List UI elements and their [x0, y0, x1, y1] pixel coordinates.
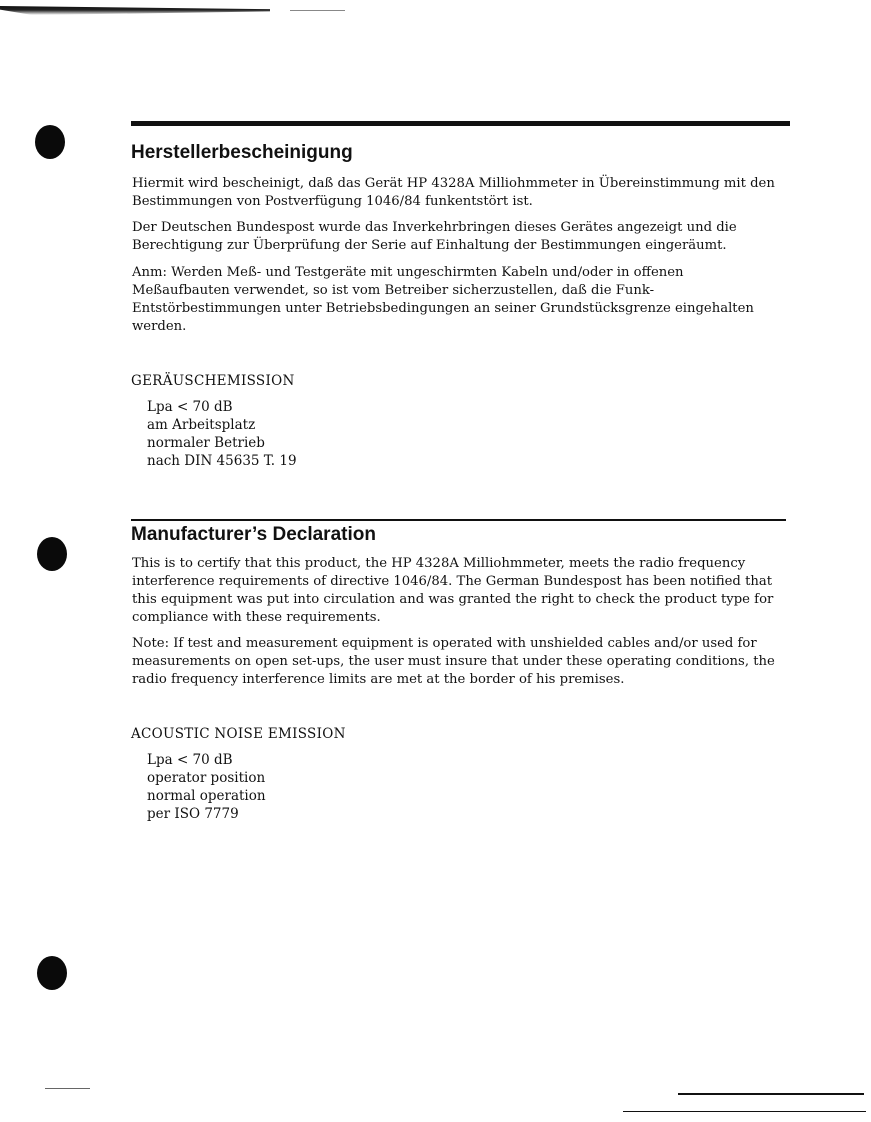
english-noise-line: normal operation	[147, 788, 266, 804]
german-noise-heading: GERÄUSCHEMISSION	[131, 373, 295, 389]
english-paragraph-2: Note: If test and measurement equipment is operated with unshielded cables and/or used for measurements on open set-ups, the user must insure that under these operating conditions, the radio frequency interference limits are met at the border of his premises.	[132, 636, 775, 687]
binder-hole-bottom	[37, 956, 67, 990]
german-paragraph-2: Der Deutschen Bundespost wurde das Inverkehrbringen dieses Gerätes angezeigt und die Berechtigung zur Überprüfung der Serie auf Einhaltung der Bestimmungen eingeräumt.	[132, 220, 737, 253]
english-noise-heading: ACOUSTIC NOISE EMISSION	[131, 726, 346, 742]
english-title: Manufacturer’s Declaration	[131, 524, 376, 545]
german-title: Herstellerbescheinigung	[131, 142, 353, 163]
scan-artifact-top-line	[290, 10, 345, 11]
binder-hole-top	[35, 125, 65, 159]
german-noise-line: nach DIN 45635 T. 19	[147, 453, 297, 469]
english-paragraph-1: This is to certify that this product, the HP 4328A Milliohmmeter, meets the radio frequency interference requirements of directive 1046/84. The German Bundespost has been notified that this equipment was put into circulation and was granted the right to check the product type for compliance with these requirements.	[132, 556, 774, 625]
scan-artifact-top-bar	[0, 6, 270, 15]
english-section-rule	[131, 519, 786, 521]
german-noise-line: normaler Betrieb	[147, 435, 265, 451]
binder-hole-middle	[37, 537, 67, 571]
german-paragraph-1: Hiermit wird bescheinigt, daß das Gerät HP 4328A Milliohmmeter in Übereinstimmung mit den Bestimmungen von Postverfügung 1046/84 funkentstört ist.	[132, 176, 775, 209]
english-noise-line: operator position	[147, 770, 266, 786]
german-section-rule	[131, 121, 790, 126]
german-noise-list	[147, 398, 297, 470]
german-noise-line: am Arbeitsplatz	[147, 417, 256, 433]
german-paragraph-3: Anm: Werden Meß- und Testgeräte mit ungeschirmten Kabeln und/oder in offenen Meßaufbauten verwendet, so ist vom Betreiber sicherzustellen, daß die Funk-Entstörbestimmungen unter Betriebsbedingungen an seiner Grundstücksgrenze eingehalten werden.	[132, 265, 754, 334]
footer-rule-lower	[623, 1111, 866, 1112]
english-noise-line: per ISO 7779	[147, 806, 239, 822]
scan-artifact-bottom-left	[45, 1088, 90, 1089]
footer-rule-upper	[678, 1093, 864, 1095]
german-noise-line: Lpa < 70 dB	[147, 399, 233, 415]
english-noise-list	[147, 751, 266, 823]
english-noise-line: Lpa < 70 dB	[147, 752, 233, 768]
